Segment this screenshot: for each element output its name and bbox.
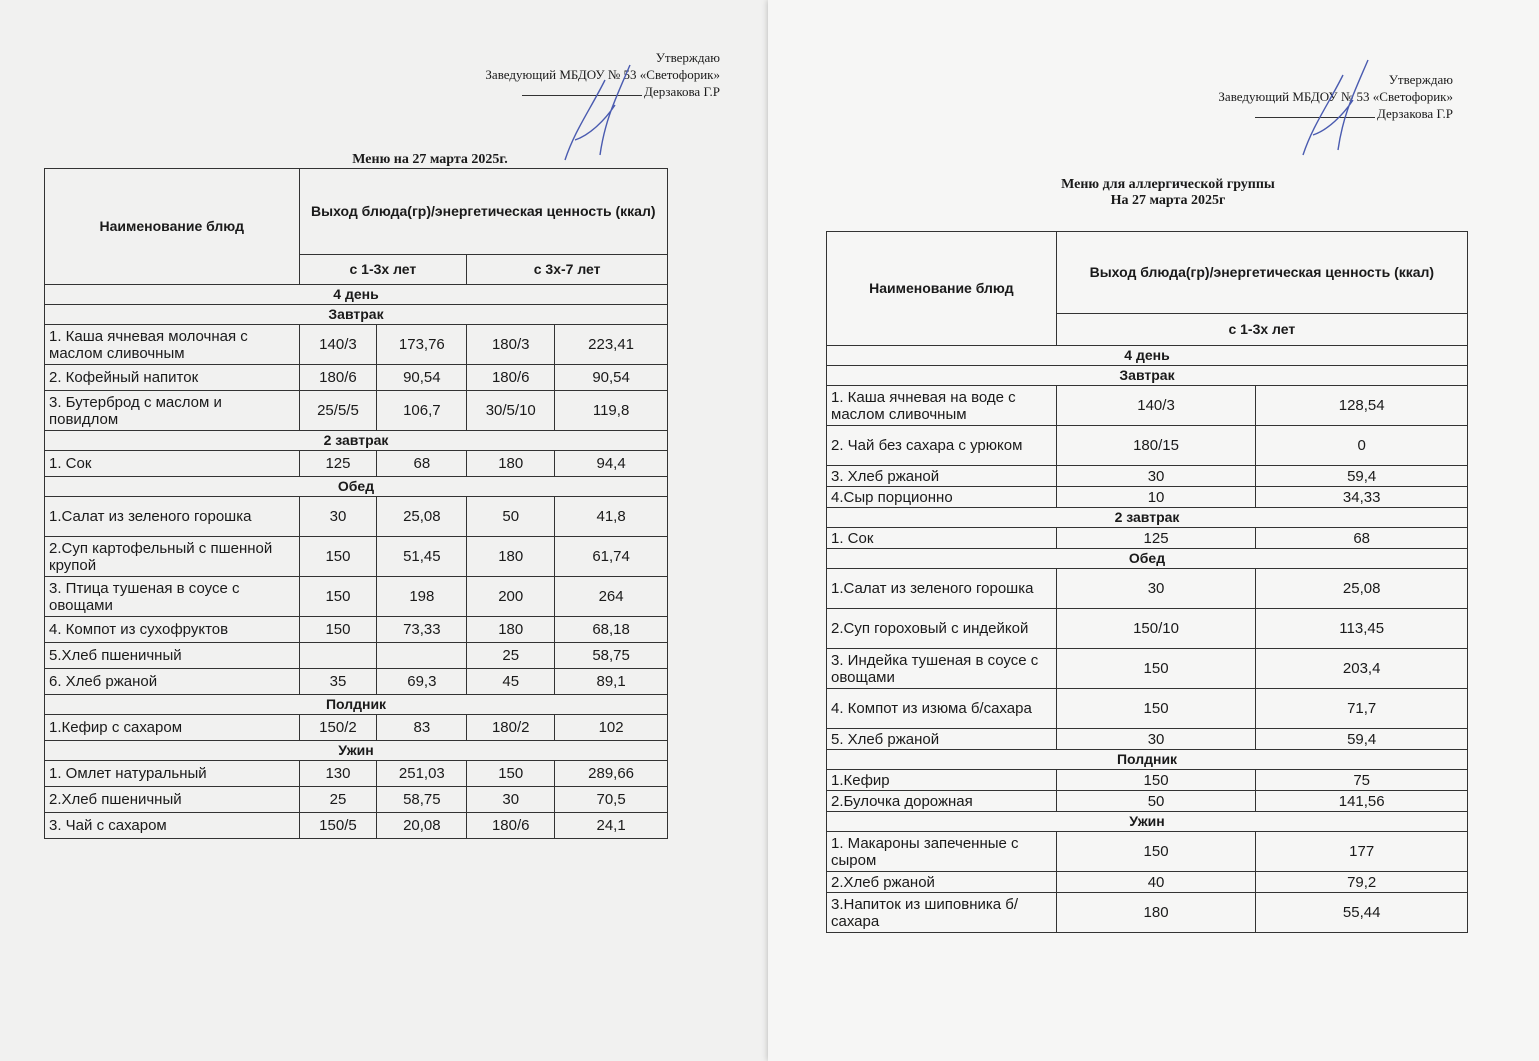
weight-1-3: 150 (1056, 770, 1256, 791)
dish-name: 2.Хлеб пшеничный (45, 787, 300, 813)
kcal-1-3: 25,08 (377, 497, 467, 537)
dish-name: 1. Каша ячневая на воде с маслом сливочным (827, 386, 1057, 426)
weight-3-7: 180 (467, 537, 555, 577)
weight-3-7: 150 (467, 761, 555, 787)
approval-position: Заведующий МБДОУ № 53 «Светофорик» (1218, 89, 1453, 104)
table-row (827, 770, 1468, 791)
dish-name: 3. Индейка тушеная в соусе с овощами (827, 649, 1057, 689)
weight-1-3: 50 (1056, 791, 1256, 812)
dish-name: 1. Омлет натуральный (45, 761, 300, 787)
kcal-3-7: 89,1 (555, 669, 668, 695)
approval-title: Утверждаю (655, 50, 720, 65)
weight-1-3 (299, 643, 377, 669)
kcal-1-3: 55,44 (1256, 893, 1468, 933)
section-title: Обед (45, 477, 668, 497)
handwritten-signature (1283, 55, 1383, 165)
table-row (827, 832, 1468, 872)
kcal-1-3: 25,08 (1256, 569, 1468, 609)
section-title: Ужин (827, 812, 1468, 832)
menu-title-line2: На 27 марта 2025г (1110, 193, 1226, 208)
kcal-3-7: 264 (555, 577, 668, 617)
kcal-3-7: 41,8 (555, 497, 668, 537)
dish-name: 3. Хлеб ржаной (827, 466, 1057, 487)
kcal-1-3: 59,4 (1256, 466, 1468, 487)
dish-name: 4. Компот из сухофруктов (45, 617, 300, 643)
menu-table (44, 168, 668, 839)
dish-name: 5.Хлеб пшеничный (45, 643, 300, 669)
kcal-1-3: 69,3 (377, 669, 467, 695)
weight-3-7: 180 (467, 617, 555, 643)
kcal-1-3: 51,45 (377, 537, 467, 577)
kcal-1-3: 113,45 (1256, 609, 1468, 649)
table-row (827, 528, 1468, 549)
kcal-1-3: 68 (377, 451, 467, 477)
weight-1-3: 30 (1056, 466, 1256, 487)
weight-1-3: 125 (1056, 528, 1256, 549)
weight-1-3: 25 (299, 787, 377, 813)
weight-1-3: 140/3 (1056, 386, 1256, 426)
menu-table-body (45, 285, 668, 839)
header-age-1-3: с 1-3х лет (299, 255, 467, 285)
kcal-3-7: 102 (555, 715, 668, 741)
weight-1-3: 30 (1056, 569, 1256, 609)
kcal-3-7: 223,41 (555, 325, 668, 365)
table-row (45, 715, 668, 741)
table-row (827, 487, 1468, 508)
section-row (827, 346, 1468, 366)
approval-title: Утверждаю (1388, 72, 1453, 87)
table-row (45, 787, 668, 813)
section-row (45, 305, 668, 325)
section-row (827, 366, 1468, 386)
dish-name: 3.Напиток из шиповника б/сахара (827, 893, 1057, 933)
table-row (45, 643, 668, 669)
weight-1-3: 150/2 (299, 715, 377, 741)
dish-name: 1. Сок (45, 451, 300, 477)
dish-name: 1. Каша ячневая молочная с маслом сливочным (45, 325, 300, 365)
kcal-1-3: 68 (1256, 528, 1468, 549)
weight-1-3: 150 (1056, 649, 1256, 689)
kcal-1-3: 203,4 (1256, 649, 1468, 689)
dish-name: 2.Суп гороховый с индейкой (827, 609, 1057, 649)
table-row (45, 577, 668, 617)
weight-1-3: 25/5/5 (299, 391, 377, 431)
dish-name: 2. Чай без сахара с урюком (827, 426, 1057, 466)
kcal-1-3: 177 (1256, 832, 1468, 872)
weight-1-3: 125 (299, 451, 377, 477)
approval-position: Заведующий МБДОУ № 53 «Светофорик» (485, 67, 720, 82)
table-row (827, 689, 1468, 729)
section-row (827, 549, 1468, 569)
kcal-1-3: 20,08 (377, 813, 467, 839)
dish-name: 5. Хлеб ржаной (827, 729, 1057, 750)
section-title: 2 завтрак (827, 508, 1468, 528)
section-row (45, 285, 668, 305)
weight-3-7: 180 (467, 451, 555, 477)
table-row (827, 872, 1468, 893)
section-title: Полдник (45, 695, 668, 715)
kcal-3-7: 24,1 (555, 813, 668, 839)
weight-1-3: 180/15 (1056, 426, 1256, 466)
table-row (827, 386, 1468, 426)
menu-table-body (827, 346, 1468, 933)
kcal-1-3: 83 (377, 715, 467, 741)
kcal-1-3: 34,33 (1256, 487, 1468, 508)
weight-1-3: 10 (1056, 487, 1256, 508)
weight-1-3: 180/6 (299, 365, 377, 391)
section-title: 2 завтрак (45, 431, 668, 451)
table-row (827, 466, 1468, 487)
dish-name: 1. Макароны запеченные с сыром (827, 832, 1057, 872)
table-row (45, 497, 668, 537)
weight-3-7: 180/2 (467, 715, 555, 741)
table-row (45, 813, 668, 839)
kcal-1-3: 106,7 (377, 391, 467, 431)
menu-sheet-allergy (768, 0, 1539, 1061)
dish-name: 4. Компот из изюма б/сахара (827, 689, 1057, 729)
kcal-1-3: 79,2 (1256, 872, 1468, 893)
table-row (45, 365, 668, 391)
dish-name: 1.Салат из зеленого горошка (827, 569, 1057, 609)
weight-1-3: 40 (1056, 872, 1256, 893)
dish-name: 6. Хлеб ржаной (45, 669, 300, 695)
weight-1-3: 150/5 (299, 813, 377, 839)
kcal-1-3: 0 (1256, 426, 1468, 466)
dish-name: 4.Сыр порционно (827, 487, 1057, 508)
section-title: Полдник (827, 750, 1468, 770)
weight-1-3: 30 (299, 497, 377, 537)
kcal-3-7: 119,8 (555, 391, 668, 431)
menu-title (998, 177, 1338, 209)
kcal-1-3: 75 (1256, 770, 1468, 791)
kcal-1-3: 59,4 (1256, 729, 1468, 750)
weight-1-3: 150 (299, 617, 377, 643)
kcal-3-7: 70,5 (555, 787, 668, 813)
kcal-3-7: 68,18 (555, 617, 668, 643)
weight-1-3: 35 (299, 669, 377, 695)
section-row (45, 431, 668, 451)
header-age-3-7: с 3х-7 лет (467, 255, 668, 285)
weight-3-7: 45 (467, 669, 555, 695)
kcal-3-7: 58,75 (555, 643, 668, 669)
kcal-1-3: 71,7 (1256, 689, 1468, 729)
table-row (827, 569, 1468, 609)
section-title: Обед (827, 549, 1468, 569)
table-row (827, 609, 1468, 649)
kcal-3-7: 289,66 (555, 761, 668, 787)
table-row (827, 729, 1468, 750)
header-output: Выход блюда(гр)/энергетическая ценность (ккал) (299, 169, 668, 255)
weight-1-3: 150 (1056, 689, 1256, 729)
weight-3-7: 180/6 (467, 813, 555, 839)
dish-name: 1.Кефир с сахаром (45, 715, 300, 741)
weight-3-7: 50 (467, 497, 555, 537)
weight-1-3: 30 (1056, 729, 1256, 750)
weight-3-7: 30/5/10 (467, 391, 555, 431)
dish-name: 3. Птица тушеная в соусе с овощами (45, 577, 300, 617)
header-age-1-3: с 1-3х лет (1056, 314, 1467, 346)
menu-title-line1: Меню для аллергической группы (1061, 177, 1275, 192)
section-title: 4 день (45, 285, 668, 305)
table-row (45, 537, 668, 577)
table-row (45, 391, 668, 431)
table-row (45, 451, 668, 477)
kcal-1-3: 251,03 (377, 761, 467, 787)
approval-signatory: Дерзакова Г.Р (380, 83, 720, 100)
kcal-3-7: 90,54 (555, 365, 668, 391)
table-row (827, 791, 1468, 812)
section-title: 4 день (827, 346, 1468, 366)
section-title: Ужин (45, 741, 668, 761)
table-row (45, 669, 668, 695)
table-row (45, 325, 668, 365)
menu-title: Меню на 27 марта 2025г. (352, 152, 508, 167)
dish-name: 1.Кефир (827, 770, 1057, 791)
dish-name: 1. Сок (827, 528, 1057, 549)
section-row (45, 477, 668, 497)
table-row (45, 761, 668, 787)
dish-name: 2. Кофейный напиток (45, 365, 300, 391)
weight-1-3: 150 (299, 537, 377, 577)
kcal-3-7: 61,74 (555, 537, 668, 577)
table-row (45, 617, 668, 643)
section-title: Завтрак (45, 305, 668, 325)
section-row (827, 508, 1468, 528)
dish-name: 3. Чай с сахаром (45, 813, 300, 839)
kcal-3-7: 94,4 (555, 451, 668, 477)
kcal-1-3: 90,54 (377, 365, 467, 391)
weight-1-3: 180 (1056, 893, 1256, 933)
menu-sheet-general (0, 0, 768, 1061)
section-title: Завтрак (827, 366, 1468, 386)
table-row (827, 426, 1468, 466)
section-row (827, 812, 1468, 832)
weight-3-7: 180/3 (467, 325, 555, 365)
weight-1-3: 150/10 (1056, 609, 1256, 649)
kcal-1-3 (377, 643, 467, 669)
header-dish-name: Наименование блюд (827, 232, 1057, 346)
weight-3-7: 200 (467, 577, 555, 617)
kcal-1-3: 173,76 (377, 325, 467, 365)
weight-3-7: 25 (467, 643, 555, 669)
section-row (45, 695, 668, 715)
kcal-1-3: 141,56 (1256, 791, 1468, 812)
kcal-1-3: 58,75 (377, 787, 467, 813)
header-dish-name: Наименование блюд (45, 169, 300, 285)
weight-3-7: 180/6 (467, 365, 555, 391)
approval-signatory: Дерзакова Г.Р (1113, 105, 1453, 122)
kcal-1-3: 73,33 (377, 617, 467, 643)
table-row (827, 893, 1468, 933)
dish-name: 2.Булочка дорожная (827, 791, 1057, 812)
weight-1-3: 150 (1056, 832, 1256, 872)
weight-3-7: 30 (467, 787, 555, 813)
dish-name: 3. Бутерброд с маслом и повидлом (45, 391, 300, 431)
kcal-1-3: 128,54 (1256, 386, 1468, 426)
weight-1-3: 140/3 (299, 325, 377, 365)
header-output: Выход блюда(гр)/энергетическая ценность (ккал) (1056, 232, 1467, 314)
section-row (827, 750, 1468, 770)
weight-1-3: 130 (299, 761, 377, 787)
dish-name: 2.Хлеб ржаной (827, 872, 1057, 893)
section-row (45, 741, 668, 761)
menu-table (826, 231, 1468, 933)
dish-name: 1.Салат из зеленого горошка (45, 497, 300, 537)
weight-1-3: 150 (299, 577, 377, 617)
kcal-1-3: 198 (377, 577, 467, 617)
dish-name: 2.Суп картофельный с пшенной крупой (45, 537, 300, 577)
table-row (827, 649, 1468, 689)
